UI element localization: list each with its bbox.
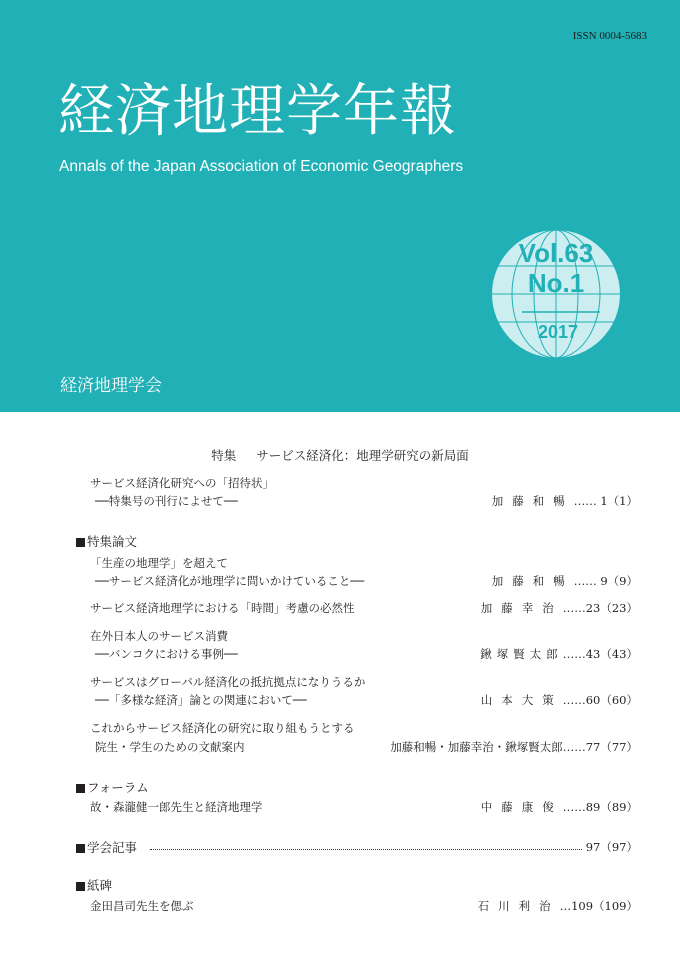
forum-author-row [481, 800, 638, 814]
journal-title: 経済地理学年報 [58, 79, 457, 144]
article-subtitle: ──「多様な経済」論との関連において── [95, 693, 307, 707]
article-title: これからサービス経済化の研究に取り組もうとする [90, 721, 355, 735]
page-number: …109（109） [559, 899, 638, 913]
page-number: ……89（89） [562, 800, 638, 814]
author-name: 鍬塚賢太郎 [480, 647, 563, 661]
intro-subtitle: ──特集号の刊行によせて── [95, 494, 238, 508]
article-author-row [390, 740, 638, 754]
page-number: ……60（60） [562, 693, 638, 707]
section-heading-forum: フォーラム [76, 778, 149, 796]
feature-label: 特集 [211, 448, 237, 463]
article-author-row [481, 693, 638, 707]
dot-leader [150, 849, 582, 850]
page-number: …… 1（1） [573, 494, 638, 508]
badge-number: No.1 [527, 268, 585, 298]
article-subtitle: ──バンコクにおける事例── [95, 647, 238, 661]
memorial-title: 金田昌司先生を偲ぶ [90, 899, 194, 913]
author-name: 加藤和暢・加藤幸治・鍬塚賢太郎 [390, 740, 563, 754]
page-number: ……43（43） [562, 647, 638, 661]
section-heading-memorial: 紙碑 [76, 876, 112, 894]
article-title: 在外日本人のサービス消費 [90, 629, 228, 643]
article-author-row [480, 647, 638, 661]
feature-heading [0, 446, 680, 464]
section-heading-articles: 特集論文 [76, 532, 137, 550]
intro-title: サービス経済化研究への「招待状」 [90, 476, 274, 490]
forum-title: 故・森瀧健一郎先生と経済地理学 [90, 800, 263, 814]
page-number: 97（97） [585, 840, 638, 854]
article-title: 「生産の地理学」を超えて [90, 556, 228, 570]
article-author-row [492, 574, 638, 588]
society-name: 経済地理学会 [60, 376, 162, 396]
article-subtitle: ──サービス経済化が地理学に問いかけていること── [95, 574, 365, 588]
badge-year: 2017 [537, 322, 579, 342]
author-name: 石川利治 [477, 899, 560, 913]
article-author-row [481, 601, 638, 615]
author-name: 加藤和暢 [491, 494, 574, 508]
news-leader-row [146, 840, 638, 854]
globe-badge [488, 226, 624, 362]
badge-volume: Vol.63 [518, 238, 594, 268]
feature-title: サービス経済化：地理学研究の新局面 [256, 448, 469, 463]
author-name: 加藤和暢 [491, 574, 574, 588]
article-title: サービス経済地理学における「時間」考慮の必然性 [90, 601, 355, 615]
page-number: …… 9（9） [573, 574, 638, 588]
intro-author-row [492, 494, 638, 508]
author-name: 山本大策 [480, 693, 563, 707]
author-name: 中藤康俊 [480, 800, 563, 814]
article-subtitle: 院生・学生のための文献案内 [95, 740, 245, 754]
section-heading-news: 学会記事 [76, 838, 137, 856]
page-number: ……23（23） [562, 601, 638, 615]
author-name: 加藤幸治 [480, 601, 563, 615]
cover-header [0, 0, 680, 412]
page-number: ……77（77） [562, 740, 638, 754]
memorial-author-row [478, 899, 638, 913]
journal-title-english: Annals of the Japan Association of Economic Geographers [59, 158, 464, 175]
article-title: サービスはグローバル経済化の抵抗拠点になりうるか [90, 675, 366, 689]
issn: ISSN 0004-5683 [572, 30, 647, 42]
